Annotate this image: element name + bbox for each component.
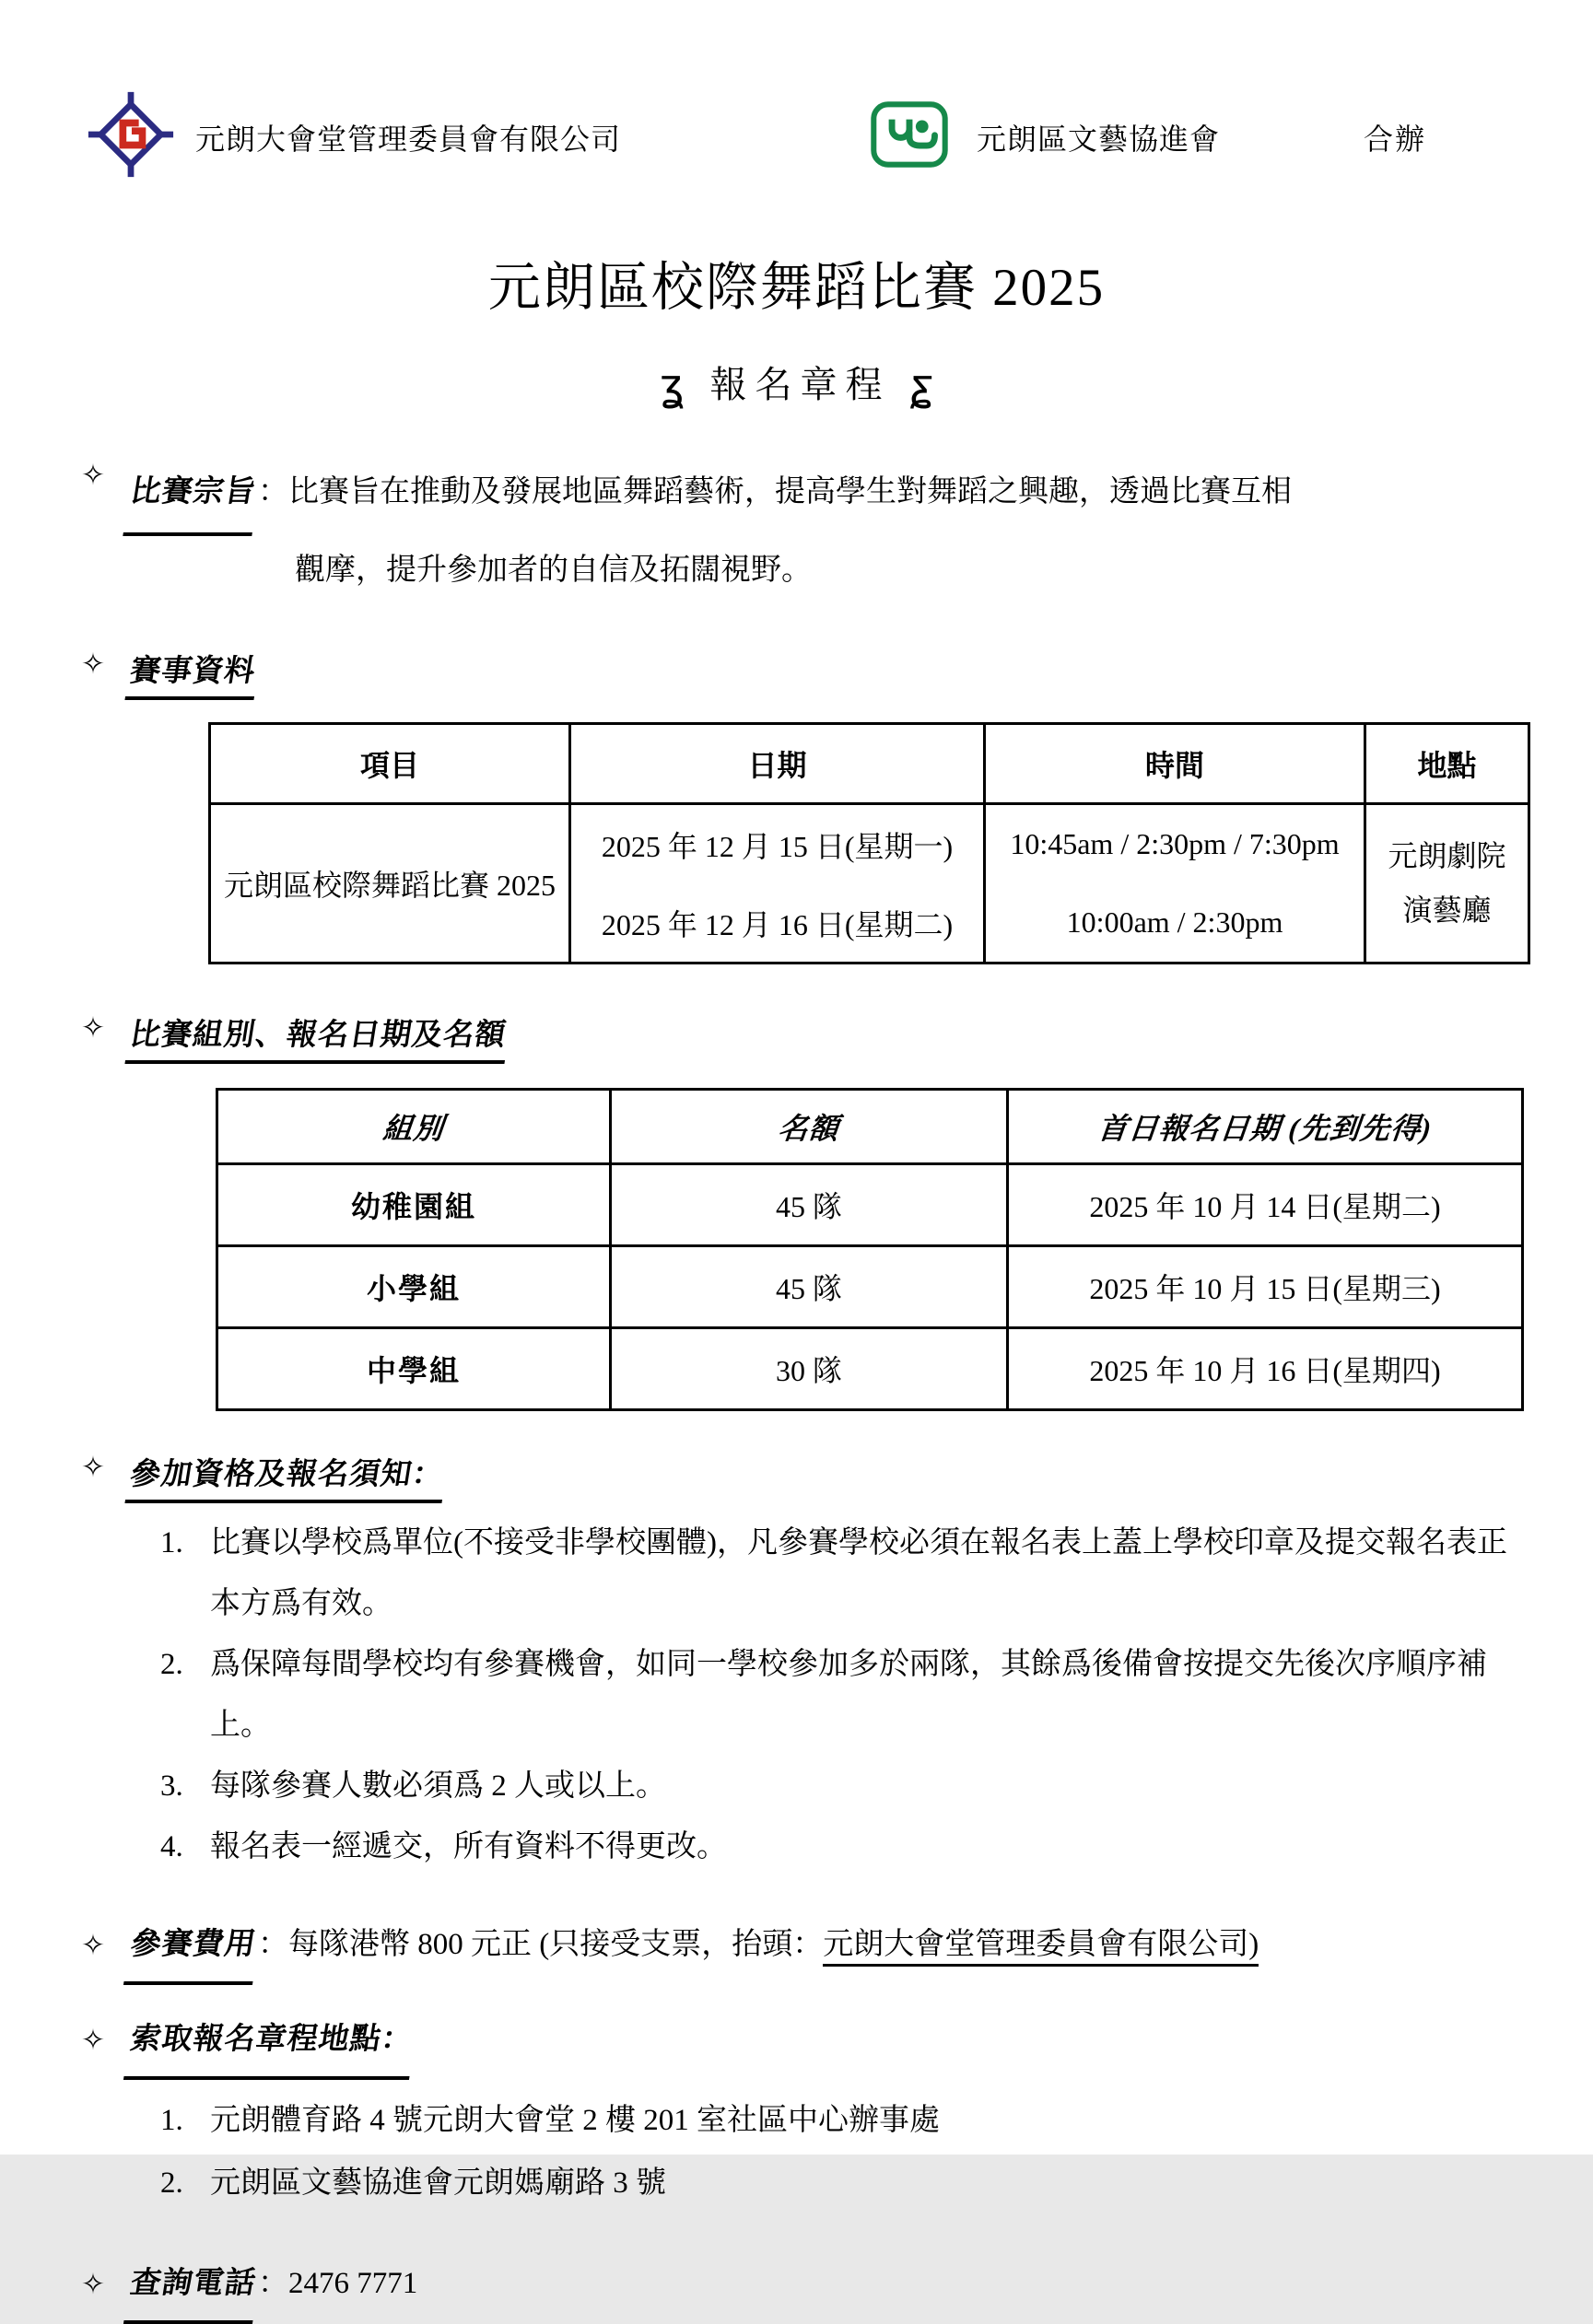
section-groups	[81, 1010, 1512, 1411]
item-text: 元朗區文藝協進會元朗媽廟路 3 號	[210, 2166, 666, 2200]
section-schedule	[81, 647, 1512, 964]
list-item	[160, 1634, 1512, 1756]
item-number: 4.	[160, 1830, 183, 1863]
diamond-bullet-icon: ✧	[81, 459, 105, 491]
section-fee	[81, 1914, 1512, 1985]
col-header-event: 項目	[210, 724, 570, 804]
table-row-primary	[217, 1246, 1523, 1328]
pickup-list	[129, 2089, 1512, 2214]
organizer-2-name: 元朗區文藝協進會	[977, 123, 1221, 156]
item-text: 元朗體育路 4 號元朗大會堂 2 樓 201 室社區中心辦事處	[210, 2104, 940, 2137]
col-header-group: 組別	[217, 1090, 611, 1164]
event-date-2: 2025 年 12 月 16 日(星期二)	[601, 907, 954, 941]
groups-table	[216, 1088, 1524, 1411]
schedule-heading: 賽事資料	[124, 647, 262, 700]
group-name: 幼稚園組	[217, 1164, 611, 1246]
header	[81, 88, 1512, 184]
eligibility-list	[129, 1512, 1512, 1877]
item-text: 爲保障每間學校均有參賽機會，如同一學校參加多於兩隊，其餘爲後備會按提交先後次序順序補 上。	[210, 1648, 1487, 1742]
diamond-bullet-icon: ✧	[81, 2024, 105, 2056]
fee-text: 每隊港幣 800 元正 (只接受支票，抬頭：	[288, 1928, 824, 1961]
venue-line-1: 元朗劇院	[1388, 838, 1506, 872]
item-number: 1.	[160, 2104, 183, 2137]
purpose-text-line2: 觀摩，提升參加者的自信及拓闊視野。	[295, 554, 812, 587]
list-item	[160, 2152, 1512, 2214]
diamond-bullet-icon: ✧	[81, 1011, 105, 1044]
item-text: 比賽以學校爲單位(不接受非學校團體)，凡參賽學校必須在報名表上蓋上學校印章及提交報名表正 本方爲有效。	[210, 1526, 1507, 1620]
subtitle	[81, 356, 1512, 408]
event-name-cell: 元朗區校際舞蹈比賽 2025	[210, 804, 570, 963]
list-item	[160, 1756, 1512, 1816]
fee-payee-underlined: 元朗大會堂管理委員會有限公司)	[823, 1928, 1259, 1967]
group-quota: 45 隊	[611, 1246, 1008, 1328]
group-quota: 45 隊	[611, 1164, 1008, 1246]
section-eligibility	[81, 1450, 1512, 1877]
diamond-bullet-icon: ✧	[81, 2268, 105, 2300]
col-header-first-day: 首日報名日期 (先到先得)	[1008, 1090, 1523, 1164]
pickup-heading: 索取報名章程地點：	[123, 2009, 420, 2080]
list-item	[160, 2089, 1512, 2152]
purpose-text-line1: 比賽旨在推動及發展地區舞蹈藝術，提高學生對舞蹈之興趣，透過比賽互相	[288, 475, 1292, 508]
left-ornament-icon: ʓ	[659, 360, 685, 410]
diamond-bullet-icon: ✧	[81, 648, 105, 680]
fee-colon: ：	[258, 1928, 288, 1961]
group-date: 2025 年 10 月 16 日(星期四)	[1008, 1328, 1523, 1410]
table-row-kindergarten	[217, 1164, 1523, 1246]
event-time-2: 10:00am / 2:30pm	[1066, 905, 1283, 939]
item-number: 2.	[160, 1648, 183, 1681]
table-header-row	[210, 724, 1529, 804]
list-item	[160, 1816, 1512, 1877]
table-header-row	[217, 1090, 1523, 1164]
item-number: 1.	[160, 1526, 183, 1559]
diamond-bullet-icon: ✧	[81, 1451, 105, 1483]
subtitle-text: 報名章程	[709, 364, 891, 405]
item-number: 2.	[160, 2166, 183, 2200]
event-time-1: 10:45am / 2:30pm / 7:30pm	[1010, 827, 1340, 860]
group-name: 小學組	[217, 1246, 611, 1328]
event-times-cell	[985, 804, 1365, 963]
item-text: 每隊參賽人數必須爲 2 人或以上。	[210, 1769, 666, 1803]
col-header-venue: 地點	[1365, 724, 1529, 804]
fee-heading: 參賽費用	[123, 1914, 264, 1985]
page-title: 元朗區校際舞蹈比賽 2025	[487, 259, 1106, 317]
schedule-table	[208, 722, 1530, 964]
venue-line-2: 演藝廳	[1402, 893, 1492, 927]
purpose-heading: 比賽宗旨	[123, 458, 264, 536]
section-pickup	[81, 2009, 1512, 2214]
co-organized-label: 合辦	[1364, 123, 1427, 156]
organizer-1-name: 元朗大會堂管理委員會有限公司	[195, 123, 622, 156]
phone-number: 2476 7771	[288, 2267, 418, 2300]
group-date: 2025 年 10 月 15 日(星期三)	[1008, 1246, 1523, 1328]
town-hall-diamond-logo-icon	[87, 90, 175, 179]
section-purpose	[81, 458, 1512, 604]
purpose-colon: ：	[258, 475, 288, 508]
event-dates-cell	[570, 804, 985, 963]
diamond-bullet-icon: ✧	[81, 1929, 105, 1961]
groups-heading: 比賽組別、報名日期及名額	[124, 1010, 512, 1064]
table-row	[210, 804, 1529, 963]
right-ornament-icon: ʓ	[908, 360, 934, 410]
section-phone	[81, 2253, 1512, 2324]
group-date: 2025 年 10 月 14 日(星期二)	[1008, 1164, 1523, 1246]
col-header-time: 時間	[985, 724, 1365, 804]
phone-colon: ：	[258, 2267, 288, 2300]
event-venue-cell	[1365, 804, 1529, 963]
item-number: 3.	[160, 1769, 183, 1803]
phone-heading: 查詢電話	[123, 2253, 264, 2324]
group-quota: 30 隊	[611, 1328, 1008, 1410]
group-name: 中學組	[217, 1328, 611, 1410]
item-text: 報名表一經遞交，所有資料不得更改。	[210, 1830, 727, 1863]
col-header-quota: 名額	[611, 1090, 1008, 1164]
list-item	[160, 1512, 1512, 1634]
arts-association-yl-logo-icon	[870, 99, 949, 169]
event-date-1: 2025 年 12 月 15 日(星期一)	[601, 829, 954, 863]
col-header-date: 日期	[570, 724, 985, 804]
eligibility-heading: 參加資格及報名須知：	[124, 1450, 450, 1503]
table-row-secondary	[217, 1328, 1523, 1410]
